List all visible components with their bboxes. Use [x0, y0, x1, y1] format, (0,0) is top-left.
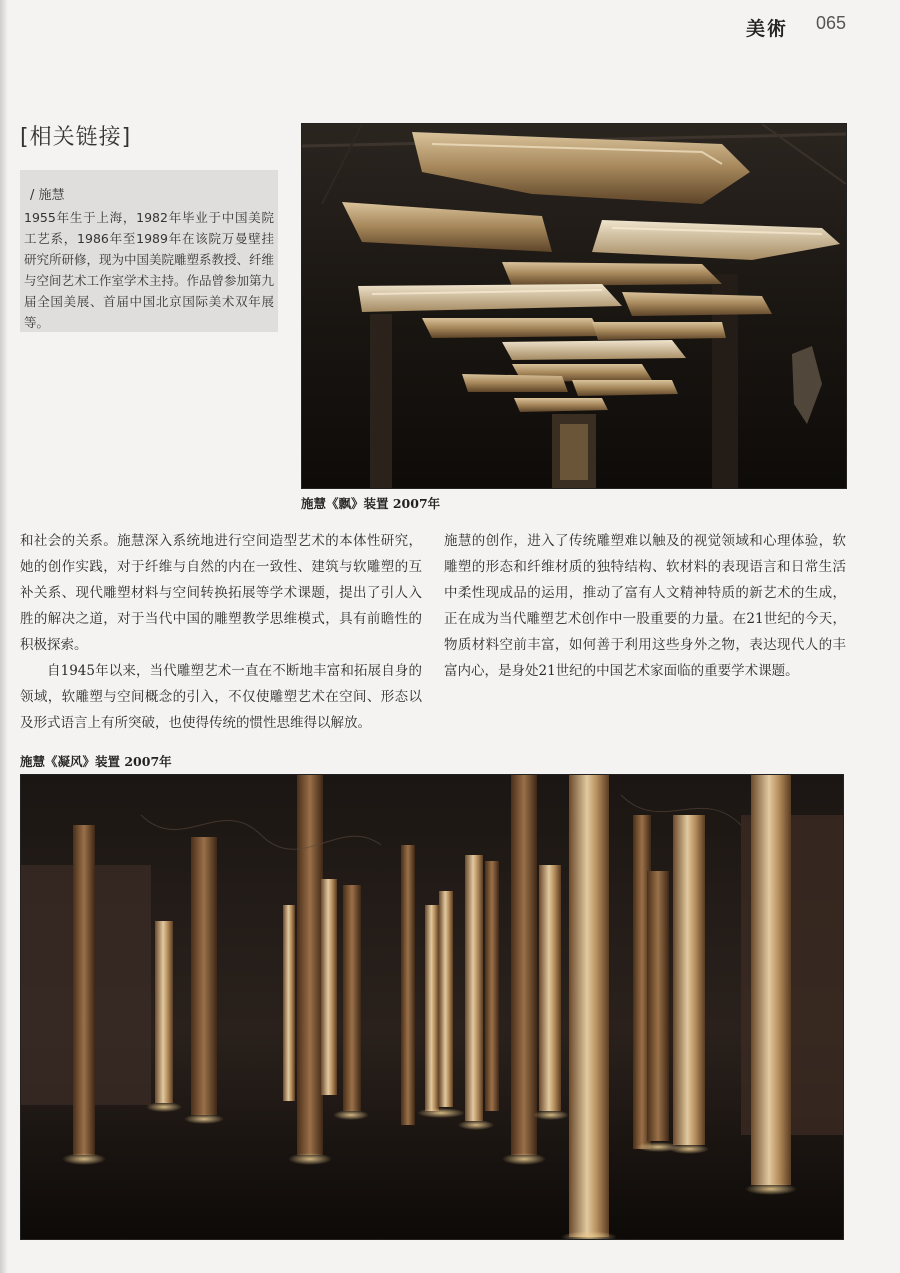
article-column-left — [20, 528, 422, 736]
paragraph: 施慧的创作，进入了传统雕塑难以触及的视觉领域和心理体验，软雕塑的形态和纤维材质的独特结构、软材料的表现语言和日常生活中柔性现成品的运用，推动了富有人文精神特质的新艺术的生成，正在成为当代雕塑艺术创作中一股重要的力量。在21世纪的今天，物质材料空前丰富，如何善于利用这些身外之物，表达现代人的丰富内心，是身处21世纪的中国艺术家面临的重要学术课题。 — [444, 533, 846, 679]
artist-name: / 施慧 — [30, 188, 65, 203]
page-spine-shadow — [0, 0, 8, 1273]
page-number: 065 — [816, 13, 847, 33]
paragraph: 和社会的关系。施慧深入系统地进行空间造型艺术的本体性研究，她的创作实践，对于纤维与自然的内在一致性、建筑与软雕塑的互补关系、现代雕塑材料与空间转换拓展等学术课题，提出了引人入胜的解决之道，对于当代中国的雕塑教学思维模式，具有前瞻性的积极探索。 — [20, 533, 422, 653]
artist-bio-text: 1955年生于上海，1982年毕业于中国美院工艺系，1986年至1989年在该院万曼壁挂研究所研修，现为中国美院雕塑系教授、纤维与空间艺术工作室学术主持。作品曾参加第九届全国美展、首届中国北京国际美术双年展等。 — [24, 210, 275, 330]
photo-caption-ningfeng: 施慧《凝风》装置 2007年 — [20, 754, 172, 769]
photo-caption-piao: 施慧《飘》装置 2007年 — [301, 496, 441, 511]
magazine-logo: 美術 — [746, 18, 789, 40]
artist-bio-box — [20, 170, 278, 332]
installation-photo-ningfeng — [20, 774, 844, 1240]
section-title: [相关链接] — [20, 125, 132, 150]
paragraph: 自1945年以来，当代雕塑艺术一直在不断地丰富和拓展自身的领域，软雕塑与空间概念的引入，不仅使雕塑艺术在空间、形态以及形式语言上有所突破，也使得传统的惯性思维得以解放。 — [20, 663, 422, 731]
article-column-right — [444, 528, 846, 684]
installation-photo-piao — [301, 123, 847, 489]
